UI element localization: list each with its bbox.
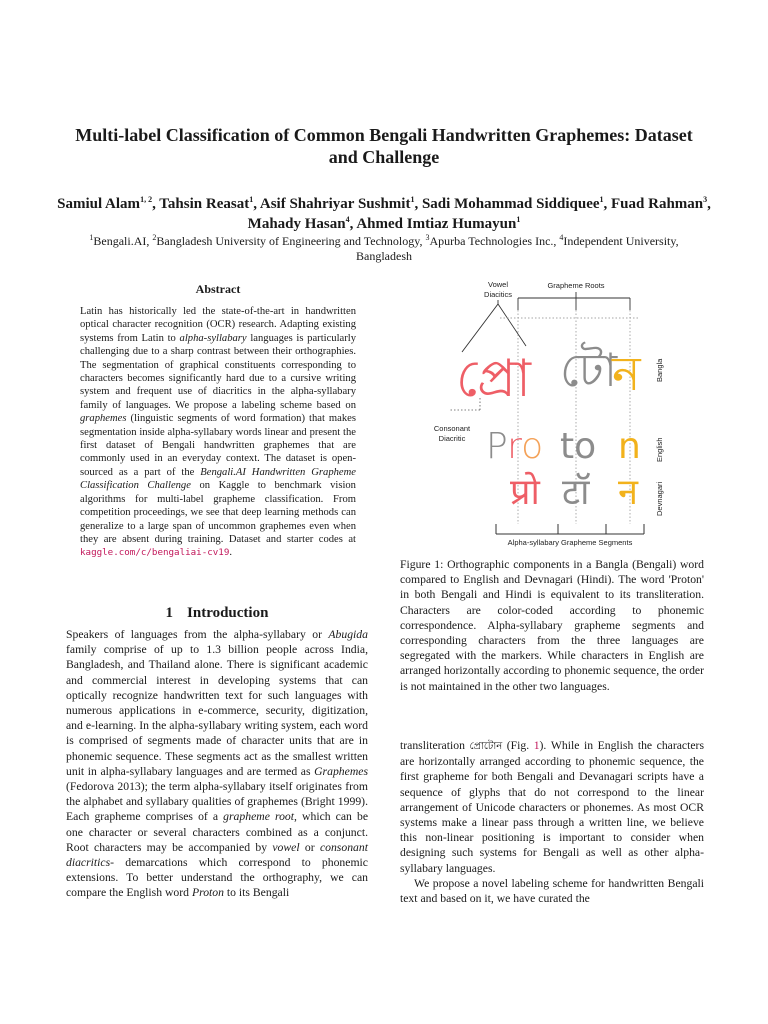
author-name: Asif Shahriyar Sushmit [259, 196, 411, 212]
english-letter: o [521, 426, 544, 467]
devnagari-grapheme-2: टॉ [562, 472, 590, 513]
figure-caption: Figure 1: Orthographic components in a Bangla (Bengali) word compared to English and Devnagari (Hindi). The word 'Proton' in both Bengali and Hindi is equivalent to its transliteration. Characters are color-coded according to phonemic correspondence. Alpha-syllabary grapheme segments and corresponding characters from the three languages are segregated with the markers. While characters in English are arranged horizontally according to phonemic sequence, the order is not maintained in the other two languages. [400, 558, 704, 693]
paper-title: Multi-label Classification of Common Bengali Handwritten Graphemes: Dataset and Challenge [75, 125, 693, 167]
abstract-emph: alpha-syllabary [179, 332, 247, 344]
body-emph: Abugida [328, 628, 368, 641]
label-english: English [655, 437, 664, 462]
affiliation: Independent University, Bangladesh [356, 234, 679, 263]
label-diacritic: Diacritic [438, 434, 466, 443]
abstract-text: Latin has historically led the state-of-the-art in handwritten optical character recognition (OCR) research. Adapting existing systems from Latin to [80, 306, 356, 344]
bangla-grapheme-2: টো [560, 343, 618, 397]
author-name: Sadi Mohammad Siddiquee [421, 196, 600, 212]
body-text: transliteration [400, 739, 470, 752]
abstract-emph: graphemes [80, 413, 127, 425]
abstract-body [80, 305, 356, 560]
abstract-heading: Abstract [195, 282, 241, 296]
author-name: Mahady Hasan [247, 216, 346, 232]
dataset-link[interactable]: kaggle.com/c/bengaliai-cv19 [80, 547, 230, 559]
abstract-emph: Bengali.AI Handwritten Grapheme Classification Challenge [80, 466, 356, 492]
label-devnagari: Devnagari [655, 481, 664, 516]
devnagari-grapheme-1: प्रो [510, 472, 540, 513]
section-number: 1 [165, 605, 174, 621]
affiliation: Bangladesh University of Engineering and Technology, [156, 234, 426, 248]
orthography-diagram [400, 278, 704, 548]
label-grapheme-roots: Grapheme Roots [547, 281, 605, 290]
grapheme-roots-pointer [518, 292, 630, 310]
author-affil-mark: 1 [516, 215, 521, 224]
author-name: Samiul Alam [57, 196, 141, 212]
section-heading-introduction [66, 605, 368, 622]
abstract-text: on Kaggle to benchmark vision algorithms for multi-label grapheme classification. From competition proceedings, we see that deep learning methods can generalize to a large span of uncommon graphemes even when they are absent during training. Dataset and starter codes at [80, 480, 356, 545]
body-emph: grapheme root [223, 810, 295, 824]
body-paragraph [400, 738, 704, 876]
author-affil-mark: 1 [599, 195, 604, 204]
body-text: , which can be one character or several characters combined as a conjunct. Root characters may be accompanied by [66, 810, 369, 854]
body-text: ). While in English the characters are horizontally arranged according to phonemic sequence, the first grapheme for both Bengali and Devanagari scripts have a sequence of glyphs that do not correspond to the linear arrangement of Unicode characters or phonemes. As most OCR systems make a linear pass through a written line, we believe this non-linear positioning is important to consider when designing such systems for Bengali as well as other alpha-syllabary languages. [400, 739, 704, 875]
abstract-text: . [229, 547, 233, 559]
section-title: Introduction [187, 605, 269, 621]
label-diacritics: Diacitics [484, 290, 512, 299]
author-list: Samiul Alam$^{1, 2}$, Tahsin Reasat$^1$, Asif Shahriyar Sushmit$^1$, Sadi Mohammad Siddiquee$^1$, Fuad Rahman$^3$, Mahady Hasan$^4$, Ahmed Imtiaz Humayun$^1$ [57, 195, 711, 232]
devnagari-grapheme-3: न [618, 472, 638, 513]
abstract-text: languages is particularly challenging due to a sharp contrast between their orthographies. The segmentation of graphical constituents corresponding to characters becomes significantly hard due to a cursive writing system and frequent use of diacritics in the alpha-syllabary family of languages. We propose a labeling scheme based on [80, 332, 356, 411]
affil-mark: 2 [152, 233, 157, 242]
affil-mark: 1 [89, 233, 94, 242]
body-text: or [299, 840, 320, 854]
affil-mark: 4 [559, 233, 564, 242]
bengali-word: প্রোটোন [469, 741, 503, 752]
body-emph: vowel [272, 840, 300, 854]
bangla-grapheme-1: প্রো [456, 349, 531, 409]
figure-1 [400, 278, 704, 548]
body-paragraph: We propose a novel labeling scheme for handwritten Bengali text and based on it, we have curated the [400, 876, 704, 906]
author-affil-mark: 1, 2 [140, 195, 153, 204]
body-text: (Fig. [502, 739, 534, 752]
english-grapheme-3: n [618, 426, 641, 467]
body-text: to its Bengali [223, 886, 290, 900]
author-name: Tahsin Reasat [159, 196, 250, 212]
introduction-paragraph [66, 627, 368, 901]
english-grapheme-1 [486, 426, 543, 467]
body-emph: consonant diacritics [66, 840, 368, 870]
body-text: Speakers of languages from the alpha-syllabary or [66, 628, 329, 641]
body-text: family comprise of up to 1.3 billion people across India, Bangladesh, and Thailand alone. There is significant academic and commercial interest in developing systems that can optically recognize handwritten text for such languages with numerous applications in e-commerce, security, digitization, and e-learning. In the alpha-syllabary writing system, each word is comprised of segments made of character units that are in phonemic sequence. These segments act as the smallest written unit in alpha-syllabary languages and are termed as [66, 643, 368, 778]
vowel-diacritic-pointer [462, 300, 526, 352]
body-text: - demarcations which correspond to phonemic extensions. To better understand the orthography, we can compare the English word [66, 856, 368, 900]
affiliation: Apurba Technologies Inc., [429, 234, 560, 248]
right-column-text [400, 738, 704, 906]
label-segments: Alpha-syllabary Grapheme Segments [507, 538, 633, 547]
author-affil-mark: 1 [410, 195, 415, 204]
affiliations [60, 234, 708, 264]
body-emph: Graphemes [314, 764, 368, 778]
author-name: Ahmed Imtiaz Humayun [356, 216, 517, 232]
affil-mark: 3 [425, 233, 430, 242]
body-emph: Proton [191, 886, 224, 900]
author-affil-mark: 1 [249, 195, 254, 204]
author-affil-mark: 3 [703, 195, 708, 204]
english-letter: P [486, 426, 508, 467]
author-name: Fuad Rahman [611, 196, 704, 212]
label-consonant: Consonant [433, 424, 471, 433]
abstract-text: (linguistic segments of word formation) that makes segmentation inside alpha-syllabary words linear and present the first dataset of Bengali handwritten graphemes that are commonly used in an everyday context. The dataset is open-sourced as a part of the [80, 413, 356, 478]
label-vowel: Vowel [487, 280, 509, 289]
english-row [486, 426, 543, 467]
figure-reference-link[interactable]: 1 [533, 739, 540, 752]
segment-markers [496, 524, 644, 534]
body-text: (Fedorova 2013); the term alpha-syllabary itself originates from the alphabet and syllabary qualities of graphemes (Bright 1999). Each grapheme comprises of a [66, 780, 368, 824]
affiliation: Bengali.AI, [93, 234, 153, 248]
english-grapheme-2: to [560, 426, 597, 467]
label-bangla: Bangla [655, 358, 664, 382]
author-affil-mark: 4 [345, 215, 350, 224]
english-letter: r [507, 426, 522, 467]
bangla-grapheme-3: ন [612, 346, 641, 402]
